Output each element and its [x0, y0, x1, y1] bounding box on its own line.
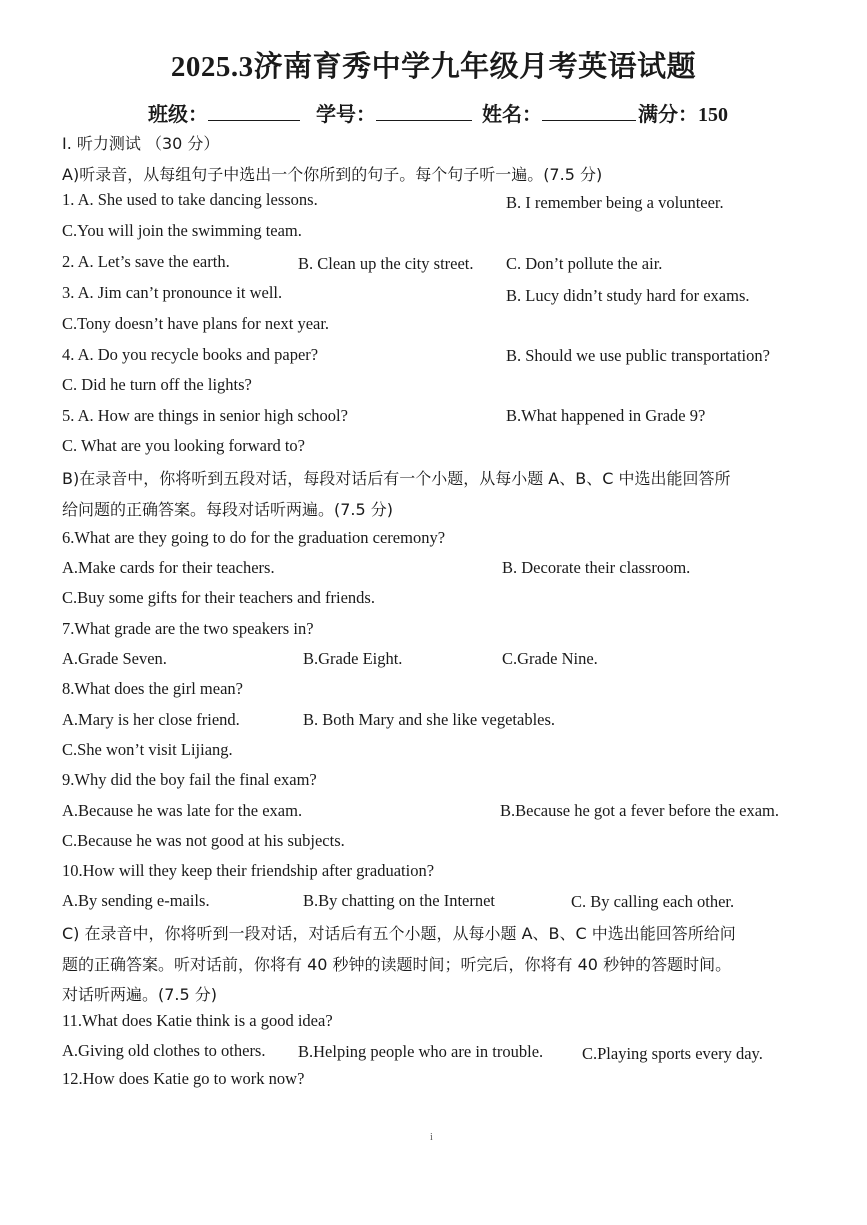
section-heading: I. 听力测试 （30 分）	[62, 134, 220, 153]
q1-option-c: C.You will join the swimming team.	[62, 221, 302, 240]
q6-option-b: B. Decorate their classroom.	[502, 558, 691, 577]
q11-option-c: C.Playing sports every day.	[582, 1044, 763, 1063]
q7-option-a: A.Grade Seven.	[62, 649, 167, 668]
q10-option-a: A.By sending e-mails.	[62, 891, 210, 910]
name-blank[interactable]	[542, 98, 636, 121]
q10-question: 10.How will they keep their friendship after graduation?	[62, 861, 435, 880]
q7-option-c: C.Grade Nine.	[502, 649, 598, 668]
part-a-instruction: A)听录音，从每组句子中选出一个你所到的句子。每个句子听一遍。(7.5 分)	[62, 165, 603, 184]
q4-option-c: C. Did he turn off the lights?	[62, 375, 252, 394]
score-field	[638, 98, 728, 127]
q5-option-b: B.What happened in Grade 9?	[506, 406, 706, 425]
q12-question: 12.How does Katie go to work now?	[62, 1069, 305, 1088]
q6-option-a: A.Make cards for their teachers.	[62, 558, 275, 577]
class-field	[148, 98, 208, 127]
id-label: 学号：	[316, 104, 376, 126]
q3-option-c: C.Tony doesn’t have plans for next year.	[62, 314, 330, 333]
q10-option-b: B.By chatting on the Internet	[303, 891, 495, 910]
q2-option-c: C. Don’t pollute the air.	[506, 254, 663, 273]
student-info-row	[148, 98, 788, 128]
q10-option-c: C. By calling each other.	[571, 892, 735, 911]
q9-option-c: C.Because he was not good at his subjects.	[62, 831, 345, 850]
q5-option-a: 5. A. How are things in senior high school?	[62, 406, 348, 425]
part-b-instruction-line2: 给问题的正确答案。每段对话听两遍。(7.5 分)	[62, 500, 394, 519]
id-field	[316, 98, 376, 127]
q3-option-a: 3. A. Jim can’t pronounce it well.	[62, 283, 283, 302]
q11-question: 11.What does Katie think is a good idea?	[62, 1011, 333, 1030]
part-b-instruction-line1: B)在录音中，你将听到五段对话，每段对话后有一个小题，从每小题 A、B、C 中选出能回答所	[62, 469, 731, 488]
q4-option-a: 4. A. Do you recycle books and paper?	[62, 345, 319, 364]
q11-option-b: B.Helping people who are in trouble.	[298, 1042, 544, 1061]
name-field	[482, 98, 542, 127]
q6-option-c: C.Buy some gifts for their teachers and friends.	[62, 588, 375, 607]
page-mark: i	[430, 1132, 433, 1143]
q8-option-a: A.Mary is her close friend.	[62, 710, 240, 729]
q8-question: 8.What does the girl mean?	[62, 679, 243, 698]
q3-option-b: B. Lucy didn’t study hard for exams.	[506, 286, 750, 305]
q5-option-c: C. What are you looking forward to?	[62, 436, 306, 455]
q11-option-a: A.Giving old clothes to others.	[62, 1041, 266, 1060]
score-label: 满分：	[638, 104, 698, 126]
part-c-instruction-line1: C) 在录音中，你将听到一段对话，对话后有五个小题，从每小题 A、B、C 中选出能回答所给问	[62, 924, 736, 943]
exam-title: 2025.3济南育秀中学九年级月考英语试题	[170, 51, 697, 83]
q1-option-a: 1. A. She used to take dancing lessons.	[62, 190, 318, 209]
q2-option-b: B. Clean up the city street.	[298, 254, 474, 273]
name-label: 姓名：	[482, 104, 542, 126]
q9-option-b: B.Because he got a fever before the exam.	[500, 801, 779, 820]
class-label: 班级：	[148, 104, 208, 126]
q2-option-a: 2. A. Let’s save the earth.	[62, 252, 230, 271]
class-blank[interactable]	[208, 98, 300, 121]
q7-option-b: B.Grade Eight.	[303, 649, 403, 668]
q9-question: 9.Why did the boy fail the final exam?	[62, 770, 317, 789]
id-blank[interactable]	[376, 98, 472, 121]
part-c-instruction-line2: 题的正确答案。听对话前，你将有 40 秒钟的读题时间；听完后，你将有 40 秒钟的答题时间。	[62, 955, 732, 974]
q1-option-b: B. I remember being a volunteer.	[506, 193, 724, 212]
q4-option-b: B. Should we use public transportation?	[506, 346, 770, 365]
part-c-instruction-line3: 对话听两遍。(7.5 分)	[62, 985, 218, 1004]
q8-option-c: C.She won’t visit Lijiang.	[62, 740, 233, 759]
score-value: 150	[698, 104, 728, 126]
q7-question: 7.What grade are the two speakers in?	[62, 619, 314, 638]
q8-option-b: B. Both Mary and she like vegetables.	[303, 710, 556, 729]
q6-question: 6.What are they going to do for the graduation ceremony?	[62, 528, 446, 547]
q9-option-a: A.Because he was late for the exam.	[62, 801, 303, 820]
